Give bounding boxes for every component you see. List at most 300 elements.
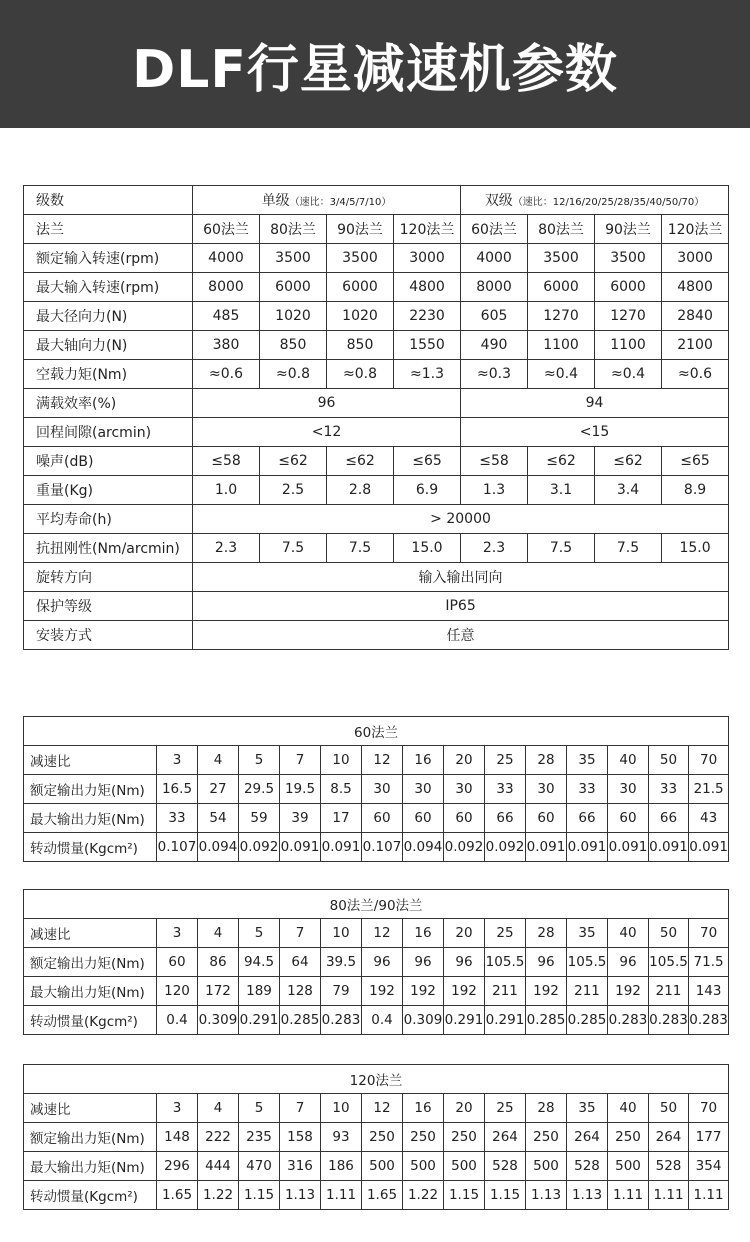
- table-cell: 0.091: [608, 833, 649, 862]
- double-stage-label: 双级: [484, 193, 513, 209]
- table-cell: 30: [362, 775, 403, 804]
- ratio-header: 20: [444, 746, 485, 775]
- table-cell: 16.5: [157, 775, 198, 804]
- row-label: 转动惯量(Kgcm²): [24, 1181, 157, 1210]
- table-cell: 605: [461, 302, 528, 331]
- table-cell: 172: [198, 977, 239, 1006]
- table-cell: 30: [403, 775, 444, 804]
- table-cell: 0.291: [239, 1006, 280, 1035]
- table-cell: 6000: [260, 273, 327, 302]
- table-cell: 500: [362, 1152, 403, 1181]
- table-row: [24, 948, 729, 977]
- table-cell: 1.15: [485, 1181, 526, 1210]
- row-label: 最大输出力矩(Nm): [24, 977, 157, 1006]
- table-cell: 96: [193, 389, 461, 418]
- ratio-header: 40: [608, 746, 649, 775]
- ratio-header: 3: [157, 919, 198, 948]
- ratio-header: 7: [280, 1094, 321, 1123]
- table-cell: 1020: [260, 302, 327, 331]
- table-cell: 500: [608, 1152, 649, 1181]
- row-label: 平均寿命(h): [24, 505, 193, 534]
- row-label: 转动惯量(Kgcm²): [24, 1006, 157, 1035]
- table-cell: 86: [198, 948, 239, 977]
- table-cell: 264: [567, 1123, 608, 1152]
- table-cell: 8.9: [662, 476, 729, 505]
- table-cell: 850: [327, 331, 394, 360]
- table-cell: 6000: [595, 273, 662, 302]
- table-row: [24, 592, 729, 621]
- table-cell: 8000: [193, 273, 260, 302]
- table-cell: 500: [526, 1152, 567, 1181]
- table-cell: 1.13: [280, 1181, 321, 1210]
- table-cell: 250: [444, 1123, 485, 1152]
- table-cell: ≈0.8: [260, 360, 327, 389]
- table-cell: ≈0.4: [528, 360, 595, 389]
- row-label: 级数: [24, 186, 193, 215]
- table-cell: 33: [649, 775, 689, 804]
- table-cell: 1100: [595, 331, 662, 360]
- table-row: [24, 775, 729, 804]
- table-cell: 128: [280, 977, 321, 1006]
- row-label: 重量(Kg): [24, 476, 193, 505]
- ratio-table-title: 120法兰: [24, 1065, 729, 1094]
- title-banner: [0, 0, 750, 128]
- ratio-header: 40: [608, 1094, 649, 1123]
- table-cell: 39: [280, 804, 321, 833]
- table-cell: 64: [280, 948, 321, 977]
- ratio-header: 4: [198, 746, 239, 775]
- table-cell: 222: [198, 1123, 239, 1152]
- table-cell: 192: [608, 977, 649, 1006]
- table-cell: 1020: [327, 302, 394, 331]
- table-cell: 143: [689, 977, 729, 1006]
- table-cell: 0.4: [157, 1006, 198, 1035]
- table-cell: ≤58: [461, 447, 528, 476]
- table-cell: 1100: [528, 331, 595, 360]
- table-cell: 19.5: [280, 775, 321, 804]
- flange-header: 60法兰: [461, 215, 528, 244]
- table-cell: 43: [689, 804, 729, 833]
- table-cell: 0.092: [444, 833, 485, 862]
- table-cell: 192: [444, 977, 485, 1006]
- table-row: [24, 302, 729, 331]
- table-cell: 105.5: [567, 948, 608, 977]
- row-label: 最大轴向力(N): [24, 331, 193, 360]
- table-cell: 186: [321, 1152, 362, 1181]
- table-row: [24, 331, 729, 360]
- table-cell: 60: [444, 804, 485, 833]
- ratio-row: [24, 1094, 729, 1123]
- table-cell: 0.285: [526, 1006, 567, 1035]
- table-cell: 296: [157, 1152, 198, 1181]
- table-cell: 7.5: [528, 534, 595, 563]
- table-cell: 2840: [662, 302, 729, 331]
- table-row: [24, 447, 729, 476]
- table-cell: 0.091: [567, 833, 608, 862]
- table-cell: ≤62: [327, 447, 394, 476]
- ratio-header: 20: [444, 1094, 485, 1123]
- table-cell: 1.65: [362, 1181, 403, 1210]
- table-cell: IP65: [193, 592, 729, 621]
- ratio-header: 10: [321, 1094, 362, 1123]
- table-cell: ≤62: [595, 447, 662, 476]
- row-label: 减速比: [24, 919, 157, 948]
- row-label: 减速比: [24, 746, 157, 775]
- ratio-header: 28: [526, 919, 567, 948]
- table-cell: 60: [403, 804, 444, 833]
- table-cell: 30: [526, 775, 567, 804]
- table-cell: 264: [649, 1123, 689, 1152]
- table-cell: 192: [526, 977, 567, 1006]
- table-cell: 105.5: [485, 948, 526, 977]
- table-cell: 3500: [595, 244, 662, 273]
- table-row: [24, 244, 729, 273]
- table-cell: 235: [239, 1123, 280, 1152]
- table-cell: ≤62: [260, 447, 327, 476]
- table-cell: ≤65: [662, 447, 729, 476]
- row-label: 空载力矩(Nm): [24, 360, 193, 389]
- ratio-header: 28: [526, 746, 567, 775]
- ratio-table-120: [23, 1064, 729, 1210]
- row-label: 最大输入转速(rpm): [24, 273, 193, 302]
- table-cell: 3500: [260, 244, 327, 273]
- table-cell: 148: [157, 1123, 198, 1152]
- table-cell: 1270: [595, 302, 662, 331]
- flange-header: 120法兰: [662, 215, 729, 244]
- row-label: 最大径向力(N): [24, 302, 193, 331]
- ratio-header: 50: [649, 919, 689, 948]
- ratio-header: 5: [239, 919, 280, 948]
- table-row: [24, 505, 729, 534]
- table-row: [24, 273, 729, 302]
- table-cell: 6.9: [394, 476, 461, 505]
- ratio-header: 35: [567, 1094, 608, 1123]
- table-cell: 211: [567, 977, 608, 1006]
- row-label: 法兰: [24, 215, 193, 244]
- table-cell: 15.0: [662, 534, 729, 563]
- ratio-table-title: 60法兰: [24, 717, 729, 746]
- table-cell: 7.5: [327, 534, 394, 563]
- table-cell: 1.15: [444, 1181, 485, 1210]
- table-cell: 96: [362, 948, 403, 977]
- double-stage-header: [461, 186, 729, 215]
- ratio-header: 50: [649, 746, 689, 775]
- table-cell: 54: [198, 804, 239, 833]
- table-cell: 0.309: [198, 1006, 239, 1035]
- table-cell: ≈0.3: [461, 360, 528, 389]
- table-cell: 192: [403, 977, 444, 1006]
- table-cell: 528: [649, 1152, 689, 1181]
- table-cell: 0.092: [485, 833, 526, 862]
- ratio-header: 4: [198, 1094, 239, 1123]
- table-cell: 66: [485, 804, 526, 833]
- ratio-header: 12: [362, 919, 403, 948]
- table-cell: ≈0.8: [327, 360, 394, 389]
- table-cell: 250: [526, 1123, 567, 1152]
- ratio-header: 7: [280, 919, 321, 948]
- table-row: [24, 804, 729, 833]
- table-cell: 0.309: [403, 1006, 444, 1035]
- ratio-header: 16: [403, 1094, 444, 1123]
- table-cell: 250: [362, 1123, 403, 1152]
- ratio-title-row: [24, 890, 729, 919]
- table-row: [24, 360, 729, 389]
- table-cell: 60: [608, 804, 649, 833]
- table-cell: 1.11: [321, 1181, 362, 1210]
- table-cell: 0.291: [444, 1006, 485, 1035]
- table-cell: 0.285: [280, 1006, 321, 1035]
- ratio-header: 35: [567, 746, 608, 775]
- ratio-header: 3: [157, 746, 198, 775]
- ratio-header: 12: [362, 746, 403, 775]
- ratio-header: 28: [526, 1094, 567, 1123]
- table-cell: 0.091: [280, 833, 321, 862]
- table-cell: 3.1: [528, 476, 595, 505]
- table-cell: ≤58: [193, 447, 260, 476]
- table-cell: 0.107: [362, 833, 403, 862]
- flange-header: 120法兰: [394, 215, 461, 244]
- table-cell: 380: [193, 331, 260, 360]
- table-cell: 0.291: [485, 1006, 526, 1035]
- table-cell: 33: [485, 775, 526, 804]
- table-cell: 500: [403, 1152, 444, 1181]
- table-cell: 1.15: [239, 1181, 280, 1210]
- table-cell: 17: [321, 804, 362, 833]
- table-row: [24, 476, 729, 505]
- table-cell: 93: [321, 1123, 362, 1152]
- ratio-header: 70: [689, 1094, 729, 1123]
- ratio-header: 5: [239, 1094, 280, 1123]
- ratio-title-row: [24, 1065, 729, 1094]
- table-cell: 0.4: [362, 1006, 403, 1035]
- flange-header: 60法兰: [193, 215, 260, 244]
- table-cell: 33: [567, 775, 608, 804]
- table-cell: 6000: [327, 273, 394, 302]
- table-cell: 3000: [394, 244, 461, 273]
- table-cell: 211: [649, 977, 689, 1006]
- flange-header: 90法兰: [327, 215, 394, 244]
- ratio-header: 70: [689, 919, 729, 948]
- table-cell: 1.65: [157, 1181, 198, 1210]
- table-cell: 33: [157, 804, 198, 833]
- table-cell: 211: [485, 977, 526, 1006]
- table-cell: 15.0: [394, 534, 461, 563]
- table-cell: 94: [461, 389, 729, 418]
- ratio-header: 3: [157, 1094, 198, 1123]
- spec-table: [23, 185, 729, 650]
- table-cell: 192: [362, 977, 403, 1006]
- table-cell: 7.5: [595, 534, 662, 563]
- row-label: 额定输出力矩(Nm): [24, 948, 157, 977]
- table-cell: ≈1.3: [394, 360, 461, 389]
- table-cell: 96: [444, 948, 485, 977]
- flange-header: 80法兰: [528, 215, 595, 244]
- table-cell: 输入输出同向: [193, 563, 729, 592]
- table-cell: 158: [280, 1123, 321, 1152]
- table-cell: 60: [526, 804, 567, 833]
- row-label: 减速比: [24, 1094, 157, 1123]
- table-cell: 0.283: [321, 1006, 362, 1035]
- ratio-title-row: [24, 717, 729, 746]
- table-cell: 4800: [662, 273, 729, 302]
- table-cell: 3000: [662, 244, 729, 273]
- ratio-header: 20: [444, 919, 485, 948]
- table-cell: 1.11: [689, 1181, 729, 1210]
- table-cell: 0.283: [649, 1006, 689, 1035]
- table-row: [24, 418, 729, 447]
- table-cell: 470: [239, 1152, 280, 1181]
- table-cell: 0.091: [321, 833, 362, 862]
- table-cell: 0.091: [526, 833, 567, 862]
- table-cell: 94.5: [239, 948, 280, 977]
- row-label: 安装方式: [24, 621, 193, 650]
- table-cell: 1.0: [193, 476, 260, 505]
- page-title: DLF行星减速机参数: [132, 39, 618, 100]
- table-cell: 0.094: [198, 833, 239, 862]
- table-cell: 60: [362, 804, 403, 833]
- row-label: 额定输入转速(rpm): [24, 244, 193, 273]
- table-cell: ≈0.6: [662, 360, 729, 389]
- table-cell: 3500: [327, 244, 394, 273]
- table-cell: 66: [567, 804, 608, 833]
- ratio-header: 25: [485, 1094, 526, 1123]
- ratio-header: 16: [403, 919, 444, 948]
- row-label: 满载效率(%): [24, 389, 193, 418]
- table-cell: 8.5: [321, 775, 362, 804]
- table-cell: 3.4: [595, 476, 662, 505]
- table-cell: 4000: [461, 244, 528, 273]
- row-label: 抗扭刚性(Nm/arcmin): [24, 534, 193, 563]
- table-cell: 316: [280, 1152, 321, 1181]
- table-cell: 60: [157, 948, 198, 977]
- table-row: [24, 563, 729, 592]
- table-cell: 528: [485, 1152, 526, 1181]
- table-row: [24, 1006, 729, 1035]
- table-cell: 0.091: [689, 833, 729, 862]
- table-row: [24, 621, 729, 650]
- ratio-header: 5: [239, 746, 280, 775]
- table-cell: 1.22: [198, 1181, 239, 1210]
- stage-row: [24, 186, 729, 215]
- table-cell: 1.22: [403, 1181, 444, 1210]
- ratio-header: 10: [321, 746, 362, 775]
- table-row: [24, 1181, 729, 1210]
- table-cell: 79: [321, 977, 362, 1006]
- table-cell: 1.3: [461, 476, 528, 505]
- row-label: 保护等级: [24, 592, 193, 621]
- ratio-table-60: [23, 716, 729, 862]
- single-ratio-note: （速比：3/4/5/7/10）: [289, 197, 392, 208]
- flange-header: 80法兰: [260, 215, 327, 244]
- table-cell: 7.5: [260, 534, 327, 563]
- table-cell: 1.13: [526, 1181, 567, 1210]
- table-cell: 96: [608, 948, 649, 977]
- table-cell: <15: [461, 418, 729, 447]
- ratio-header: 70: [689, 746, 729, 775]
- table-cell: 0.107: [157, 833, 198, 862]
- table-cell: 71.5: [689, 948, 729, 977]
- table-cell: 250: [403, 1123, 444, 1152]
- single-stage-label: 单级: [261, 193, 290, 209]
- ratio-row: [24, 919, 729, 948]
- table-cell: 8000: [461, 273, 528, 302]
- table-cell: 177: [689, 1123, 729, 1152]
- table-cell: 0.091: [649, 833, 689, 862]
- table-cell: 0.283: [608, 1006, 649, 1035]
- table-row: [24, 534, 729, 563]
- table-cell: 1.11: [649, 1181, 689, 1210]
- table-cell: ≈0.6: [193, 360, 260, 389]
- table-cell: 0.283: [689, 1006, 729, 1035]
- ratio-header: 7: [280, 746, 321, 775]
- ratio-header: 35: [567, 919, 608, 948]
- table-cell: 1270: [528, 302, 595, 331]
- table-cell: 2.5: [260, 476, 327, 505]
- table-cell: 4000: [193, 244, 260, 273]
- table-cell: 96: [403, 948, 444, 977]
- table-cell: 0.285: [567, 1006, 608, 1035]
- table-cell: > 20000: [193, 505, 729, 534]
- table-cell: 1.13: [567, 1181, 608, 1210]
- ratio-header: 25: [485, 919, 526, 948]
- row-label: 额定输出力矩(Nm): [24, 1123, 157, 1152]
- table-cell: 2.3: [193, 534, 260, 563]
- table-cell: 120: [157, 977, 198, 1006]
- ratio-header: 16: [403, 746, 444, 775]
- table-cell: 264: [485, 1123, 526, 1152]
- table-cell: 1550: [394, 331, 461, 360]
- ratio-header: 25: [485, 746, 526, 775]
- table-row: [24, 1123, 729, 1152]
- ratio-header: 10: [321, 919, 362, 948]
- flange-row: [24, 215, 729, 244]
- ratio-header: 50: [649, 1094, 689, 1123]
- table-cell: 3500: [528, 244, 595, 273]
- table-cell: ≈0.4: [595, 360, 662, 389]
- table-cell: 1.11: [608, 1181, 649, 1210]
- table-cell: 500: [444, 1152, 485, 1181]
- table-cell: <12: [193, 418, 461, 447]
- table-cell: 6000: [528, 273, 595, 302]
- table-cell: 528: [567, 1152, 608, 1181]
- single-stage-header: [193, 186, 461, 215]
- ratio-table-title: 80法兰/90法兰: [24, 890, 729, 919]
- flange-header: 90法兰: [595, 215, 662, 244]
- table-cell: 2.8: [327, 476, 394, 505]
- ratio-header: 4: [198, 919, 239, 948]
- table-cell: 850: [260, 331, 327, 360]
- table-cell: 30: [444, 775, 485, 804]
- table-row: [24, 977, 729, 1006]
- ratio-header: 12: [362, 1094, 403, 1123]
- ratio-table-80-90: [23, 889, 729, 1035]
- table-cell: 485: [193, 302, 260, 331]
- table-cell: 490: [461, 331, 528, 360]
- table-cell: 29.5: [239, 775, 280, 804]
- table-cell: 444: [198, 1152, 239, 1181]
- ratio-header: 40: [608, 919, 649, 948]
- row-label: 旋转方向: [24, 563, 193, 592]
- ratio-row: [24, 746, 729, 775]
- table-cell: 30: [608, 775, 649, 804]
- table-cell: 39.5: [321, 948, 362, 977]
- table-cell: 21.5: [689, 775, 729, 804]
- table-cell: ≤65: [394, 447, 461, 476]
- table-cell: 189: [239, 977, 280, 1006]
- row-label: 最大输出力矩(Nm): [24, 1152, 157, 1181]
- row-label: 额定输出力矩(Nm): [24, 775, 157, 804]
- table-cell: 105.5: [649, 948, 689, 977]
